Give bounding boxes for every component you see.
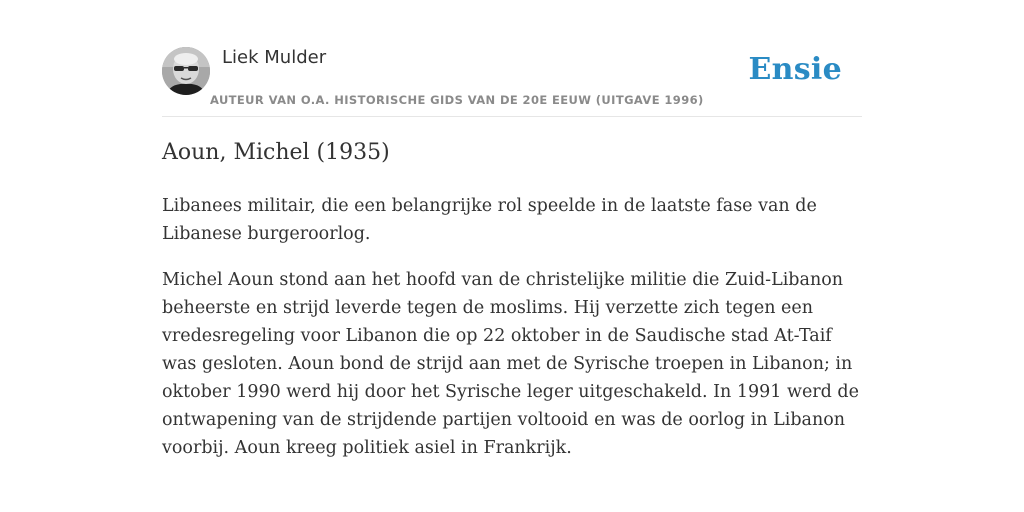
author-avatar[interactable] bbox=[162, 47, 210, 95]
article-paragraph: Michel Aoun stond aan het hoofd van de christelijke militie die Zuid-Libanon beheerste en strijd leverde tegen de moslims. Hij verzette zich tegen een vredesregeling voor Libanon die op 22 oktober in de Saudische stad At-Taif was gesloten. Aoun bond de strijd aan met de Syrische troepen in Libanon; in oktober 1990 werd hij door het Syrische leger uitgeschakeld. In 1991 werd de ontwapening van de strijdende partijen voltooid en was de oorlog in Libanon voorbij. Aoun kreeg politiek asiel in Frankrijk. bbox=[162, 270, 859, 458]
author-header bbox=[162, 46, 862, 117]
author-name[interactable]: Liek Mulder bbox=[222, 47, 327, 68]
brand-logo[interactable]: Ensie bbox=[748, 52, 842, 87]
article-title: Aoun, Michel (1935) bbox=[162, 140, 390, 165]
author-portrait-icon bbox=[162, 47, 210, 95]
author-bio: AUTEUR VAN O.A. HISTORISCHE GIDS VAN DE 20E EEUW (UITGAVE 1996) bbox=[210, 93, 704, 107]
article-paragraph: Libanees militair, die een belangrijke rol speelde in de laatste fase van de Libanese burgeroorlog. bbox=[162, 196, 817, 244]
article-body bbox=[162, 192, 867, 480]
